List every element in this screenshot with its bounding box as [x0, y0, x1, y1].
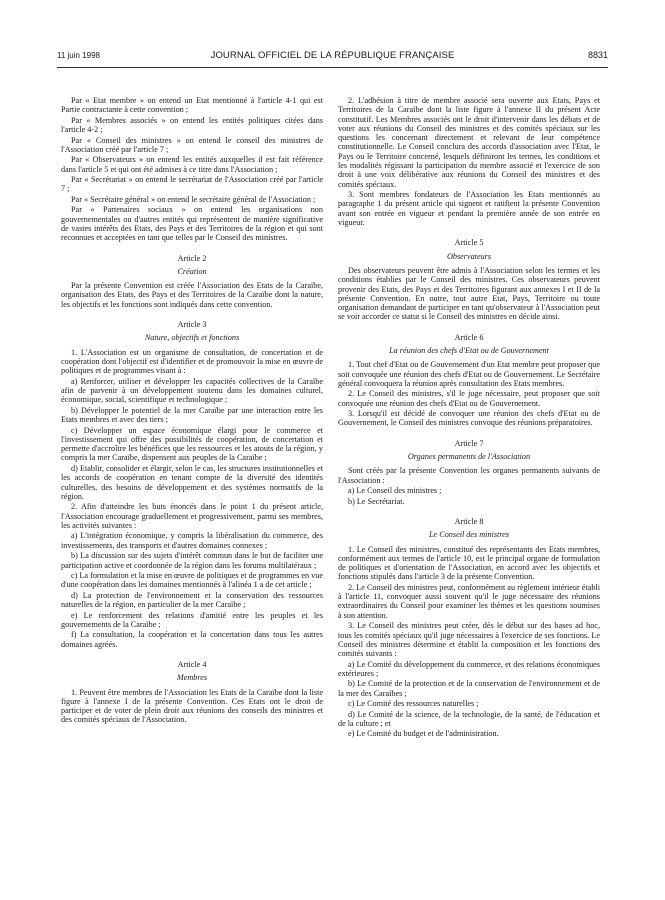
paragraph: c) La formulation et la mise en œuvre de politiques et de programmes en vue d'une coopération dans les domaines mentionnés à l'alinéa 1 a de cet article ; — [61, 570, 323, 590]
left-column — [61, 96, 323, 726]
paragraph: 1. L'Association est un organisme de consultation, de concertation et de coopération dont l'objectif est d'identifier et de promouvoir la mise en œuvre de politiques et de programmes visant à : — [61, 347, 323, 376]
header-date: 11 juin 1998 — [57, 51, 100, 60]
paragraph: Par « Secrétaire général » on entend le secrétaire général de l'Association ; — [71, 194, 316, 204]
article-6-heading: Article 6 — [454, 332, 484, 342]
article-3-heading: Article 3 — [177, 320, 207, 330]
paragraph: Par « Observateurs » on entend les entités auxquelles il est fait référence dans l'article 5 et qui ont été admises à ce titre dans l'Association ; — [61, 155, 323, 174]
paragraph: a) Le Comité du développement du commerce, et des relations économiques extérieures ; — [338, 659, 600, 678]
paragraph: Sont créés par la présente Convention les organes permanents suivants de l'Association : — [338, 466, 600, 485]
right-column — [338, 96, 600, 740]
article-4-title: Membres — [176, 673, 208, 683]
paragraph: b) Le Secrétariat. — [348, 496, 405, 506]
paragraph: e) Le renforcement des relations d'amitié entre les peuples et les gouvernements de la Caraïbe ; — [61, 610, 323, 629]
paragraph: d) Etablir, consolider et élargir, selon le cas, les structures institutionnelles et les accords de coopération en tenant compte de la diversité des identités culturelles, des besoins de développement et des systèmes normatifs de la région. — [61, 463, 323, 501]
article-4-continued — [338, 96, 600, 227]
article-7-title: Organes permanents de l'Association — [407, 452, 531, 462]
paragraph: Par la présente Convention est créée l'Association des Etats de la Caraïbe, organisation des Etats, des Pays et des Territoires de la Caraïbe dont la nature, les objectifs et les fonctions sont indiqués dans cette convention. — [61, 281, 323, 309]
article-3-body — [61, 348, 323, 649]
paragraph: Par « Conseil des ministres » on entend le conseil des ministres de l'Association créé par l'article 7 ; — [61, 135, 323, 154]
paragraph: 1. Tout chef d'Etat ou de Gouvernement d'un Etat membre peut proposer que soit convoquée une réunion des chefs d'Etat ou de Gouvernement. Le Secrétaire général convoquera la réunion après consultation des Etats membres. — [338, 360, 600, 388]
article-8-body — [338, 545, 600, 739]
journal-title: JOURNAL OFFICIEL DE LA RÉPUBLIQUE FRANÇAISE — [210, 50, 455, 61]
paragraph: 2. Afin d'atteindre les buts énoncés dans le point 1 du présent article, l'Association encourage graduellement et progressivement, parmi ses membres, les activités suivantes : — [61, 502, 323, 530]
article-8-heading: Article 8 — [454, 516, 484, 526]
article-5-heading: Article 5 — [454, 238, 484, 248]
article-2-title: Création — [177, 266, 207, 276]
paragraph: Des observateurs peuvent être admis à l'Association selon les termes et les conditions établies par le Conseil des ministres. Ces observateurs peuvent provenir des Etats, des Pays et des Territoires figurant aux annexes I et II de la présente Convention. En outre, tout autre Etat, Pays, Territoire ou toute organisation demandant de participer en tant qu'observateur à l'Association peut se voir accorder ce statut si le Conseil des ministres en décide ainsi. — [338, 265, 600, 322]
article-7-heading: Article 7 — [454, 438, 484, 448]
paragraph: 3. Lorsqu'il est décidé de convoquer une réunion des chefs d'Etat ou de Gouvernement, le Conseil des ministres convoque des réunions préparatoires. — [338, 409, 600, 428]
paragraph: 1. Peuvent être membres de l'Association les Etats de la Caraïbe dont la liste figure à l'annexe I de la présente Convention. Ces Etats ont le droit de participer et de voter de plein droit aux réunions des conseils des ministres et des comités spéciaux de l'Association. — [61, 687, 323, 725]
paragraph: 2. L'adhésion à titre de membre associé sera ouverte aux Etats, Pays et Territoires de la Caraïbe dont la liste figure à l'annexe II du présent Acte constitutif. Les Membres associés ont le droit d'intervenir dans les débats et de voter aux réunions du Conseil des ministres et des comités spéciaux sur les questions les concernant directement et relevant de leur compétence constitutionnelle. Le Conseil conclura des accords d'association avec l'Etat, le Pays ou le Territoire concerné, lesquels définiront les termes, les conditions et les modalités régissant la participation du membre associé et l'exercice de son droit à une voix délibérative aux réunions du Conseil des ministres et des comités spéciaux. — [338, 96, 600, 189]
article-5-body — [338, 266, 600, 322]
definitions-block — [61, 96, 323, 243]
article-4-body — [61, 688, 323, 725]
article-4-heading: Article 4 — [177, 659, 207, 669]
article-2-heading: Article 2 — [177, 253, 207, 263]
paragraph: Par « Partenaires sociaux » on entend les organisations non gouvernementales ou d'autres entités qui représentent de manière significative de vastes intérêts des Etats, des Pays et des Territoires de la région et qui sont reconnues et acceptées en tant que telles par le Conseil des ministres. — [61, 205, 323, 243]
article-7-body — [338, 466, 600, 506]
article-5-title: Observateurs — [446, 251, 492, 261]
header-rule — [57, 67, 608, 68]
article-2-body — [61, 281, 323, 309]
article-6-body — [338, 360, 600, 427]
paragraph: d) Le Comité de la science, de la technologie, de la santé, de l'éducation et de la culture ; et — [338, 709, 600, 728]
paragraph: c) Développer un espace économique élargi pour le commerce et l'investissement qui offre des possibilités de coopération, de concertation et permette d'accroître les bénéfices que les ressources et les atouts de la région, y compris la mer Caraïbe, dispensent aux peuples de la Caraïbe ; — [61, 425, 323, 463]
article-6-title: La réunion des chefs d'Etat ou de Gouvernement — [389, 346, 549, 356]
paragraph: e) Le Comité du budget et de l'administration. — [348, 729, 499, 739]
paragraph: c) Le Comité des ressources naturelles ; — [348, 699, 479, 709]
paragraph: 2. Le Conseil des ministres, s'il le juge nécessaire, peut proposer que soit convoquée une réunion des chefs d'Etat ou de Gouvernement. — [338, 389, 600, 408]
page-header — [57, 51, 608, 65]
paragraph: f) La consultation, la coopération et la concertation dans tous les autres domaines agréés. — [61, 630, 323, 649]
paragraph: b) Le Comité de la protection et de la conservation de l'environnement et de la mer des Caraïbes ; — [338, 679, 600, 698]
paragraph: 3. Sont membres fondateurs de l'Association les Etats mentionnés au paragraphe 1 du présent article qui signent et ratifient la présente Convention avant son entrée en vigueur et pendant la première année de son entrée en vigueur. — [338, 190, 600, 228]
paragraph: a) Le Conseil des ministres ; — [348, 486, 442, 496]
paragraph: a) L'intégration économique, y compris la libéralisation du commerce, des investissements, des transports et d'autres domaines connexes ; — [61, 531, 323, 550]
paragraph: 1. Le Conseil des ministres, constitué des représentants des Etats membres, conformément aux termes de l'article 10, est le principal organe de formulation de politiques et d'orientation de l'Association, en accord avec les objectifs et fonctions stipulés dans l'article 3 de la présente Convention. — [338, 544, 600, 582]
article-3-title: Nature, objectifs et fonctions — [144, 333, 240, 343]
paragraph: a) Renforcer, utiliser et développer les capacités collectives de la Caraïbe afin de parvenir à un développement soutenu dans les domaines culturel, économique, social, scientifique et technologique ; — [61, 376, 323, 405]
paragraph: 2. Le Conseil des ministres peut, conformément au règlement intérieur établi à l'article 11, convoquer aussi souvent qu'il le juge nécessaire des réunions extraordinaires du Conseil pour examiner les thèmes et les questions soumises à son attention. — [338, 582, 600, 620]
paragraph: d) La protection de l'environnement et la conservation des ressources naturelles de la région, en particulier de la mer Caraïbe ; — [61, 590, 323, 610]
paragraph: Par « Secrétariat » on entend le secrétariat de l'Association créé par l'article 7 ; — [61, 175, 323, 194]
paragraph: Par « Membres associés » on entend les entités politiques citées dans l'article 4-2 ; — [61, 115, 323, 135]
paragraph: b) La discussion sur des sujets d'intérêt commun dans le but de faciliter une participation active et coordonnée de la région dans les forums multilatéraux ; — [61, 551, 323, 570]
paragraph: Par « Etat membre » on entend un Etat mentionné à l'article 4-1 qui est Partie contractante à cette convention ; — [61, 96, 323, 115]
article-8-title: Le Conseil des ministres — [429, 530, 509, 540]
page-number: 8831 — [587, 50, 608, 60]
paragraph: b) Développer le potentiel de la mer Caraïbe par une interaction entre les Etats membres et avec des tiers ; — [61, 405, 323, 425]
paragraph: 3. Le Conseil des ministres peut créer, dès le début sur des bases ad hoc, tous les comités spéciaux qu'il juge nécessaires à l'exercice de ses fonctions. Le Conseil des ministres détermine et établit la composition et les fonctions des comités suivants : — [338, 621, 600, 659]
